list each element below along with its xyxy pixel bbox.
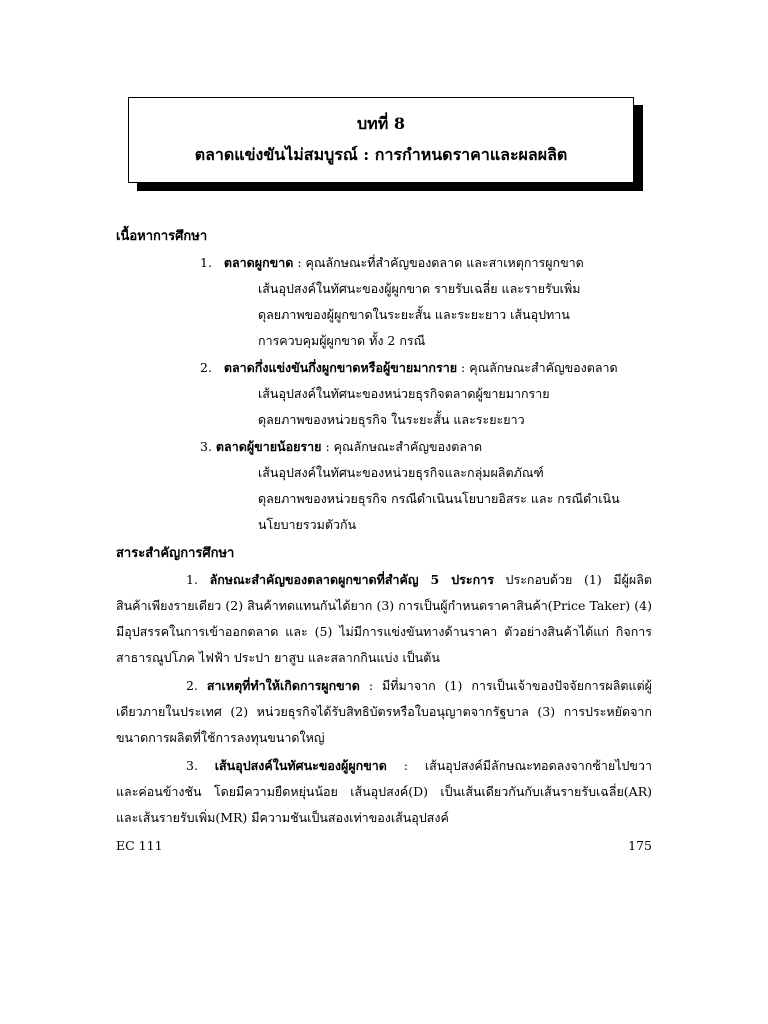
outline-item-1-sub-1: เส้นอุปสงค์ในทัศนะของผู้ผูกขาด รายรับเฉลี่ย และรายรับเพิ่ม [258, 281, 581, 296]
essence-p2-text: : มีที่มาจาก (1) การเป็นเจ้าของปัจจัยการผลิตแต่ผู้ [359, 678, 652, 693]
outline-item-2-sub-1: เส้นอุปสงค์ในทัศนะของหน่วยธุรกิจตลาดผู้ขายมากราย [258, 386, 550, 401]
essence-p3-number: 3. [186, 758, 215, 773]
essence-p1-number: 1. [186, 572, 210, 587]
essence-p3-text: : เส้นอุปสงค์มีลักษณะทอดลงจากซ้ายไปขวา [386, 758, 652, 773]
essence-p2-bold: สาเหตุที่ทำให้เกิดการผูกขาด [206, 678, 360, 693]
outline-item-2-bold: ตลาดกึ่งแข่งขันกึ่งผูกขาดหรือผู้ขายมากราย [223, 360, 458, 375]
essence-p3-line-1 [186, 757, 652, 775]
footer-page-number: 175 [628, 838, 652, 853]
essence-p1-bold: ลักษณะสำคัญของตลาดผูกขาดที่สำคัญ 5 ประการ [209, 572, 494, 587]
outline-item-3-bold: ตลาดผู้ขายน้อยราย [215, 439, 322, 454]
chapter-number: บทที่ 8 [357, 114, 405, 133]
outline-item-3-sub-2: ดุลยภาพของหน่วยธุรกิจ กรณีดำเนินนโยบายอิสระ และ กรณีดำเนิน [258, 491, 620, 506]
essence-p1-line-3: มีอุปสรรคในการเข้าออกตลาด และ (5) ไม่มีการแข่งขันทางด้านราคา ตัวอย่างสินค้าได้แก่ กิจการ [116, 624, 652, 639]
essence-p2-line-1 [186, 677, 652, 695]
outline-item-3-number: 3. [200, 439, 212, 454]
essence-p3-bold: เส้นอุปสงค์ในทัศนะของผู้ผูกขาด [214, 758, 387, 773]
outline-item-2-number: 2. [200, 360, 212, 375]
outline-item-2 [200, 359, 618, 377]
chapter-title-box [128, 97, 634, 183]
essence-p1-line-4: สาธารณูปโภค ไฟฟ้า ประปา ยาสูบ และสลากกินแบ่ง เป็นต้น [116, 650, 440, 665]
outline-item-1-number: 1. [200, 255, 212, 270]
content-heading: เนื้อหาการศึกษา [116, 229, 208, 244]
outline-item-1-sub-3: การควบคุมผู้ผูกขาด ทั้ง 2 กรณี [258, 333, 426, 348]
outline-item-2-sub-2: ดุลยภาพของหน่วยธุรกิจ ในระยะสั้น และระยะยาว [258, 412, 525, 427]
footer-course-code: EC 111 [116, 838, 163, 853]
outline-item-1-bold: ตลาดผูกขาด [223, 255, 294, 270]
essence-p3-line-2: และค่อนข้างชัน โดยมีความยืดหยุ่นน้อย เส้นอุปสงค์(D) เป็นเส้นเดียวกันกับเส้นรายรับเฉลี่ย(AR) [116, 784, 652, 799]
essence-p3-line-3: และเส้นรายรับเพิ่ม(MR) มีความชันเป็นสองเท่าของเส้นอุปสงค์ [116, 810, 449, 825]
essence-p1-text: ประกอบด้วย (1) มีผู้ผลิต [493, 572, 652, 587]
outline-item-3-sub-1: เส้นอุปสงค์ในทัศนะของหน่วยธุรกิจและกลุ่มผลิตภัณฑ์ [258, 465, 544, 480]
outline-item-1-rest: : คุณลักษณะที่สำคัญของตลาด และสาเหตุการผูกขาด [293, 255, 584, 270]
outline-item-1 [200, 254, 584, 272]
outline-item-1-sub-2: ดุลยภาพของผู้ผูกขาดในระยะสั้น และระยะยาว เส้นอุปทาน [258, 307, 570, 322]
essence-p1-line-1 [186, 571, 652, 589]
essence-p2-line-2: เดียวภายในประเทศ (2) หน่วยธุรกิจได้รับสิทธิบัตรหรือใบอนุญาตจากรัฐบาล (3) การประหยัดจาก [116, 704, 652, 719]
outline-item-3-sub-3: นโยบายรวมตัวกัน [258, 517, 357, 532]
outline-item-3 [200, 438, 482, 456]
essence-heading: สาระสำคัญการศึกษา [116, 546, 235, 561]
chapter-title: ตลาดแข่งขันไม่สมบูรณ์ : การกำหนดราคาและผลผลิต [194, 145, 568, 164]
essence-p2-number: 2. [186, 678, 207, 693]
outline-item-3-rest: : คุณลักษณะสำคัญของตลาด [321, 439, 483, 454]
essence-p2-line-3: ขนาดการผลิตที่ใช้การลงทุนขนาดใหญ่ [116, 730, 325, 745]
essence-p1-line-2: สินค้าเพียงรายเดียว (2) สินค้าทดแทนกันได้ยาก (3) การเป็นผู้กำหนดราคาสินค้า(Price Taker) (4) [116, 598, 652, 613]
outline-item-2-rest: : คุณลักษณะสำคัญของตลาด [457, 360, 618, 375]
